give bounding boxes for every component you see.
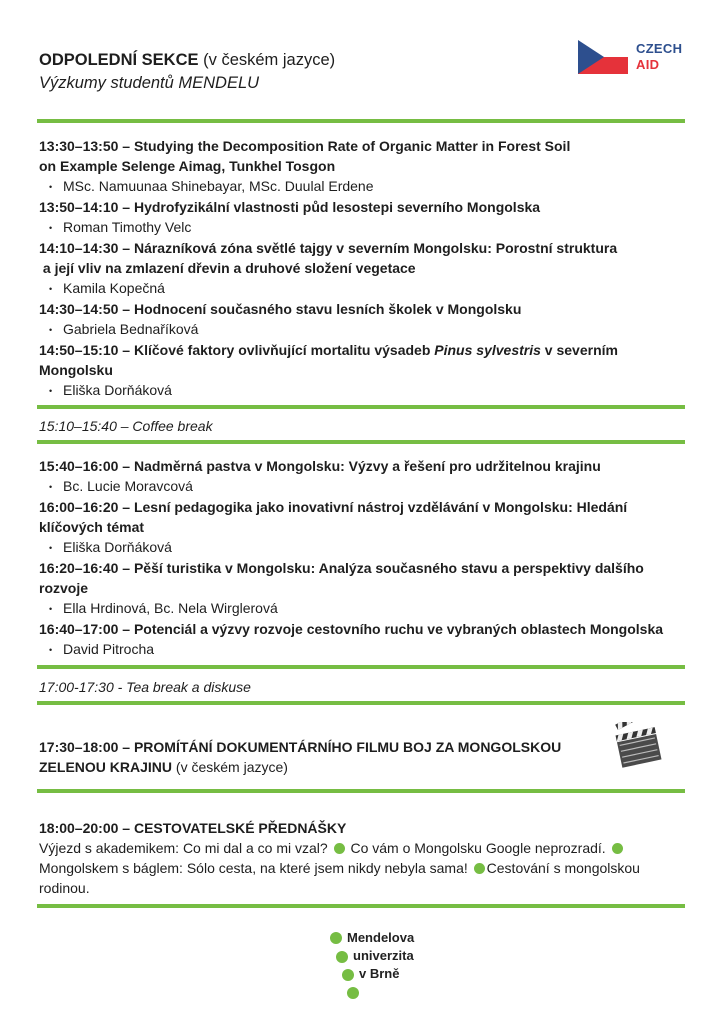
talk-title: 15:40–16:00 – Nadměrná pastva v Mongolsku: Výzvy a řešení pro udržitelnou krajinu [39,458,601,474]
divider [37,789,685,793]
bullet-icon: • [49,182,53,192]
logo-text-line3: v Brně [359,966,400,981]
green-dot-icon [334,843,345,854]
travel-lectures [39,818,679,898]
talk-title: 16:20–16:40 – Pěší turistika v Mongolsku: Analýza současného stavu a perspektivy dalšího rozvoje [39,560,644,596]
czech-aid-logo [578,40,698,76]
bullet-icon: • [49,645,53,655]
session-2 [39,456,699,660]
talk-title: 13:50–14:10 – Hydrofyzikální vlastnosti půd lesostepi severního Mongolska [39,199,541,215]
talk-item [39,497,699,558]
film-clapperboard-icon [612,722,664,768]
section-title-language: (v českém jazyce) [198,51,336,69]
talk-speakers: • Ella Hrdinová, Bc. Nela Wirglerová [39,598,699,619]
czech-flag-icon [578,40,628,74]
lecture-item: Mongolskem s báglem: Sólo cesta, na které jsem nikdy nebyla sama! [39,860,468,876]
logo-dot-icon [330,932,342,944]
film-screening [39,737,599,777]
talk-item [39,299,699,340]
talk-speakers: • Eliška Dorňáková [39,380,699,401]
talk-speakers: • Kamila Kopečná [39,278,699,299]
divider [37,904,685,908]
bullet-icon: • [49,284,53,294]
divider [37,405,685,409]
talk-item [39,558,699,619]
section-title [39,49,335,71]
bullet-icon: • [49,482,53,492]
lecture-item: Co vám o Mongolsku Google neprozradí. [350,840,606,856]
talk-speakers: • MSc. Namuunaa Shinebayar, MSc. Duulal Erdene [39,176,699,197]
talk-item [39,619,699,660]
bullet-icon: • [49,223,53,233]
talk-speakers: • Eliška Dorňáková [39,537,699,558]
logo-dot-icon [336,951,348,963]
talk-item [39,340,699,401]
logo-text-line2: univerzita [353,948,414,963]
bullet-icon: • [49,386,53,396]
talk-title: 16:40–17:00 – Potenciál a výzvy rozvoje cestovního ruchu ve vybraných oblastech Mongolska [39,621,664,637]
talk-item [39,456,699,497]
film-language: (v českém jazyce) [172,759,288,775]
divider [37,440,685,444]
bullet-icon: • [49,604,53,614]
tea-break: 17:00-17:30 - Tea break a diskuse [39,679,251,695]
green-dot-icon [474,863,485,874]
logo-text-czech: CZECH [636,41,683,56]
talk-title: 16:00–16:20 – Lesní pedagogika jako inovativní nástroj vzdělávání v Mongolsku: Hledání klíčových témat [39,499,628,535]
section-title-bold: ODPOLEDNÍ SEKCE [39,51,199,69]
mendel-university-logo [328,929,448,1001]
talk-speakers: • David Pitrocha [39,639,699,660]
divider [37,119,685,123]
lecture-item: Cestování s mongolskou rodinou. [39,860,640,896]
logo-dot-icon [342,969,354,981]
film-title-cont: ZELENOU KRAJINU [39,759,173,775]
talk-speakers: • Roman Timothy Velc [39,217,699,238]
talk-item [39,136,699,197]
lectures-list [39,838,679,898]
coffee-break: 15:10–15:40 – Coffee break [39,418,213,434]
lecture-item: Výjezd s akademikem: Co mi dal a co mi vzal? [39,840,328,856]
bullet-icon: • [49,325,53,335]
talk-speakers: • Gabriela Bednaříková [39,319,699,340]
talk-item [39,197,699,238]
talk-title: 13:30–13:50 – Studying the Decomposition Rate of Organic Matter in Forest Soil on Example Selenge Aimag, Tunkhel Tosgon [39,138,571,174]
lectures-heading: 18:00–20:00 – CESTOVATELSKÉ PŘEDNÁŠKY [39,820,347,836]
session-1 [39,136,699,401]
green-dot-icon [612,843,623,854]
logo-text-aid: AID [636,57,660,72]
bullet-icon: • [49,543,53,553]
film-title: 17:30–18:00 – PROMÍTÁNÍ DOKUMENTÁRNÍHO FILMU BOJ ZA MONGOLSKOU [39,739,562,755]
talk-title: 14:10–14:30 – Nárazníková zóna světlé tajgy v severním Mongolsku: Porostní struktura a její vliv na zmlazení dřevin a druhové složení vegetace [39,240,618,276]
species-name: Pinus sylvestris [434,342,541,358]
talk-title: 14:50–15:10 – Klíčové faktory ovlivňující mortalitu výsadeb Pinus sylvestris v severním Mongolsku [39,342,618,378]
talk-title: 14:30–14:50 – Hodnocení současného stavu lesních školek v Mongolsku [39,301,522,317]
divider [37,701,685,705]
talk-speakers: • Bc. Lucie Moravcová [39,476,699,497]
section-subtitle: Výzkumy studentů MENDELU [39,74,260,92]
talk-item [39,238,699,299]
divider [37,665,685,669]
logo-dot-icon [347,987,359,999]
logo-text-line1: Mendelova [347,930,415,945]
